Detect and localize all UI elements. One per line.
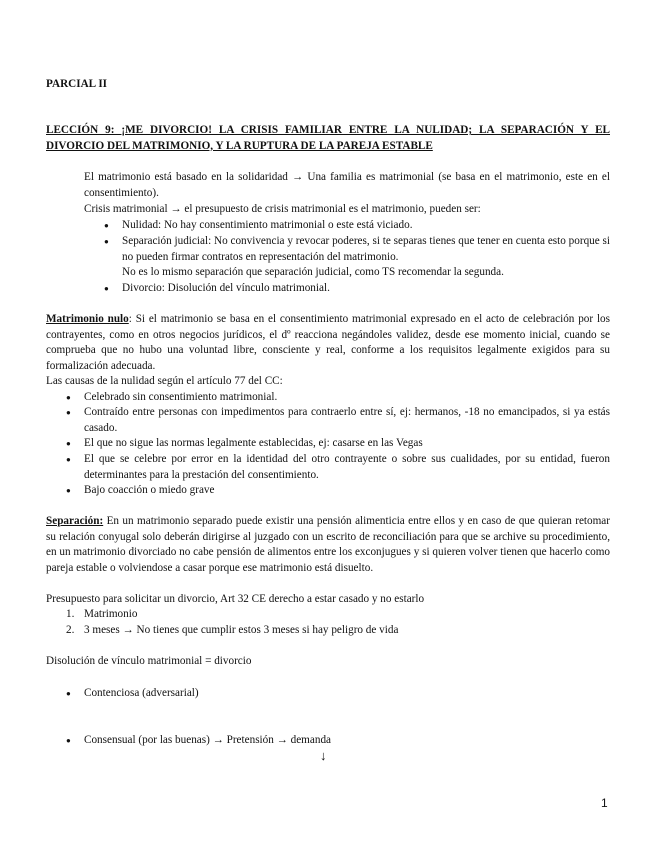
bullet-icon	[66, 686, 76, 702]
bullet-icon	[66, 483, 76, 499]
page-number: 1	[601, 796, 608, 810]
disolucion-line: Disolución de vínculo matrimonial = divorcio	[46, 655, 252, 667]
bullet-icon	[104, 281, 114, 297]
bullet-icon	[104, 234, 114, 250]
bullet-icon	[66, 452, 76, 468]
list-item: Divorcio: Disolución del vínculo matrimonial.	[122, 282, 330, 294]
list-number: 1.	[66, 608, 75, 620]
bullet-icon	[66, 436, 76, 452]
list-item: Celebrado sin consentimiento matrimonial.	[84, 391, 278, 403]
list-item-note: No es lo mismo separación que separación judicial, como TS recomendar la segunda.	[122, 266, 504, 278]
intro-paragraph: El matrimonio está basado en la solidaridad → Una familia es matrimonial (se basa en el matrimonio, este en el consentimiento).	[84, 171, 610, 199]
divorce-presupuesto: Presupuesto para solicitar un divorcio, Art 32 CE derecho a estar casado y no estarlo	[46, 593, 425, 605]
bullet-icon	[104, 218, 114, 234]
nulo-text: : Si el matrimonio se basa en el consentimiento matrimonial expresado en el acto de celebración por los contrayentes, como en otros negocios jurídicos, el dº reacciona negándoles validez, desde ese momento inicial, cuando se comprueba que no hubo una voluntad libre, consciente y real, conforme a los requisitos legalmente exigidos para su formalización adecuada.	[46, 313, 611, 372]
list-number: 2.	[66, 624, 75, 636]
bullet-icon	[66, 390, 76, 406]
nulo-paragraph	[46, 312, 610, 374]
list-item: Matrimonio	[84, 608, 138, 620]
separacion-text: En un matrimonio separado puede existir una pensión alimenticia entre ellos y en caso de que quieran retomar su relación conyugal solo deberán dirigirse al juzgado con un escrito de reconciliación para que se archive su procedimiento, en un matrimonio divorciado no cabe pensión de alimentos entre los exconjugues y si quieren volver tienen que hacerlo como pareja estable o volviendose a casar porque ese matrimonio está disuelto.	[46, 515, 610, 574]
list-item: Separación judicial: No convivencia y revocar poderes, si te separas tienes que tener en cuenta esto porque si no pueden firmar contratos en representación del matrimonio.	[122, 235, 610, 263]
list-item: Contenciosa (adversarial)	[84, 687, 199, 699]
list-item: Bajo coacción o miedo grave	[84, 484, 215, 496]
part-title: PARCIAL II	[46, 78, 108, 90]
list-item: Nulidad: No hay consentimiento matrimonial o este está viciado.	[122, 219, 413, 231]
list-item: El que se celebre por error en la identidad del otro contrayente o sobre sus cualidades, por su entidad, fueron determinantes para la prestación del consentimiento.	[84, 453, 610, 481]
crisis-paragraph: Crisis matrimonial → el presupuesto de crisis matrimonial es el matrimonio, pueden ser:	[84, 203, 481, 215]
nulo-label: Matrimonio nulo	[46, 313, 129, 325]
lesson-title: LECCIÓN 9: ¡ME DIVORCIO! LA CRISIS FAMILIAR ENTRE LA NULIDAD; LA SEPARACIÓN Y EL DIVORCIO DEL MATRIMONIO, Y LA RUPTURA DE LA PAREJA ESTABLE	[46, 124, 610, 152]
list-item: Consensual (por las buenas) → Pretensión → demanda	[84, 734, 332, 746]
list-item: Contraído entre personas con impedimentos para contraerlo entre sí, ej: hermanos, -18 no emancipados, si ya estás casado.	[84, 406, 610, 434]
bullet-icon	[66, 733, 76, 749]
bullet-icon	[66, 405, 76, 421]
causes-intro: Las causas de la nulidad según el artículo 77 del CC:	[46, 375, 283, 387]
down-arrow-icon: ↓	[320, 748, 327, 763]
list-item: El que no sigue las normas legalmente establecidas, ej: casarse en las Vegas	[84, 437, 423, 449]
separacion-paragraph	[46, 514, 610, 576]
list-item: 3 meses → No tienes que cumplir estos 3 meses si hay peligro de vida	[84, 624, 399, 636]
separacion-label: Separación:	[46, 515, 104, 527]
